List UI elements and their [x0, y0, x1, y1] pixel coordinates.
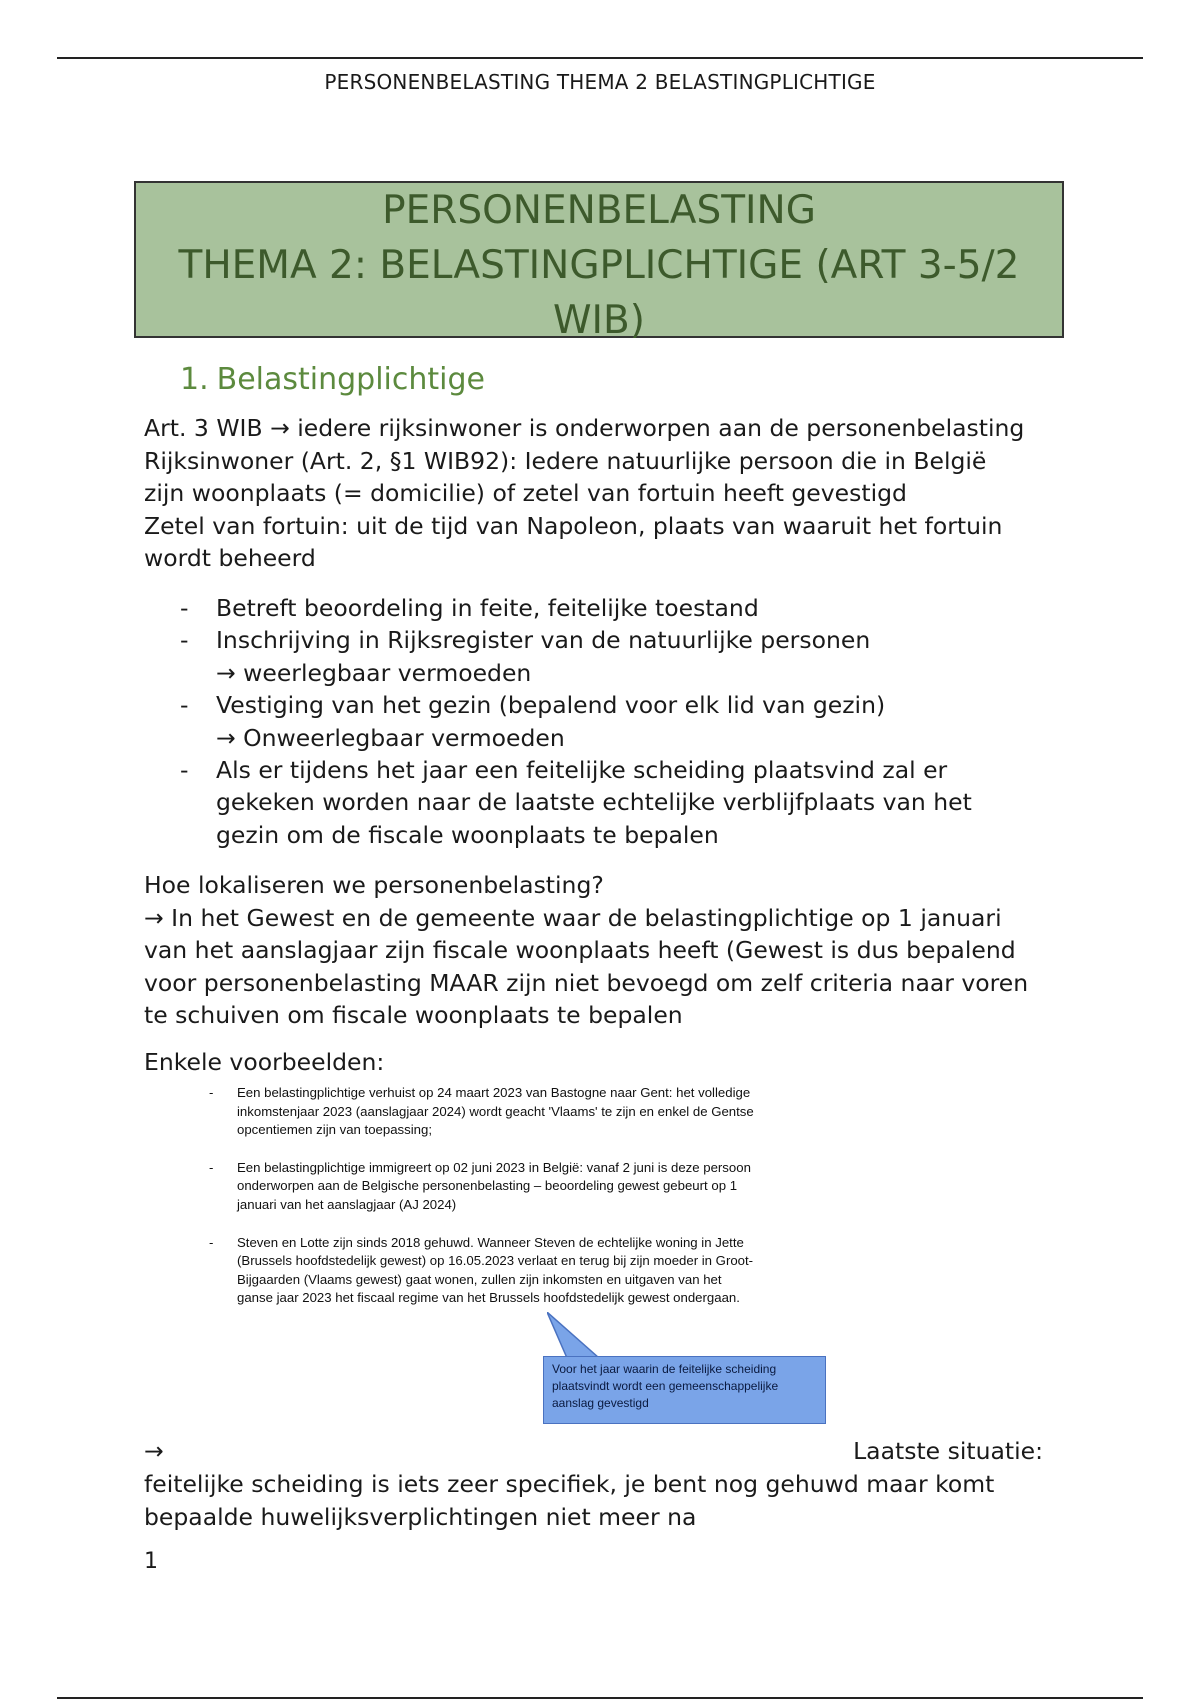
title-line-1: PERSONENBELASTING	[382, 188, 816, 233]
text-line: voor personenbelasting MAAR zijn niet bevoegd om zelf criteria naar voren	[144, 968, 1029, 997]
example-line: Een belastingplichtige verhuist op 24 maart 2023 van Bastogne naar Gent: het volledige	[237, 1085, 751, 1100]
callout-line: plaatsvindt wordt een gemeenschappelijke	[552, 1379, 779, 1393]
example-line: Een belastingplichtige immigreert op 02 juni 2023 in België: vanaf 2 juni is deze persoon	[237, 1159, 751, 1175]
example-line: onderworpen aan de Belgische personenbelasting – beoordeling gewest gebeurt op 1	[237, 1178, 738, 1194]
text-line: wordt beheerd	[144, 544, 316, 573]
bullet-dash: -	[180, 594, 189, 622]
text-line: feitelijke scheiding is iets zeer specifiek, je bent nog gehuwd maar komt	[144, 1470, 995, 1498]
bullet-item	[180, 689, 1060, 754]
bullet-dash: -	[180, 626, 189, 655]
callout-tail	[547, 1312, 607, 1360]
header-rule	[57, 57, 1143, 59]
example-line: januari van het aanslagjaar (AJ 2024)	[237, 1196, 457, 1212]
text-line: → In het Gewest en de gemeente waar de belastingplichtige op 1 januari	[144, 903, 1002, 932]
example-item	[209, 1084, 849, 1140]
example-dash: -	[209, 1159, 214, 1175]
bullet-list	[180, 592, 1060, 851]
bullet-item	[180, 624, 1060, 689]
bullet-line: → Onweerlegbaar vermoeden	[216, 723, 565, 752]
text-line: zijn woonplaats (= domicilie) of zetel van fortuin heeft gevestigd	[144, 479, 907, 508]
example-dash: -	[209, 1234, 214, 1250]
comment-callout	[543, 1356, 826, 1424]
callout-line: aanslag gevestigd	[552, 1396, 649, 1410]
example-line: inkomstenjaar 2023 (aanslagjaar 2024) wordt geacht 'Vlaams' te zijn en enkel de Gentse	[237, 1103, 754, 1119]
bullet-dash: -	[180, 756, 189, 785]
example-line: (Brussels hoofdstedelijk gewest) op 16.05.2023 verlaat en terug bij zijn moeder in Groot-	[237, 1253, 754, 1269]
examples-image	[195, 1084, 855, 1424]
text-line: Rijksinwoner (Art. 2, §1 WIB92): Iedere natuurlijke persoon die in België	[144, 446, 987, 475]
closing-arrow: →	[144, 1437, 164, 1465]
bullet-dash: -	[180, 691, 189, 720]
text-line: van het aanslagjaar zijn fiscale woonplaats heeft (Gewest is dus bepalend	[144, 936, 1016, 965]
example-dash: -	[209, 1085, 214, 1100]
example-line: ganse jaar 2023 het fiscaal regime van het Brussels hoofdstedelijk gewest ondergaan.	[237, 1290, 740, 1306]
intro-paragraph	[144, 412, 1084, 575]
example-item	[209, 1234, 849, 1308]
bullet-item	[180, 592, 1060, 624]
title-line-2: THEMA 2: BELASTINGPLICHTIGE (ART 3-5/2	[178, 243, 1020, 288]
section-heading	[180, 362, 485, 397]
bullet-line: Vestiging van het gezin (bepalend voor elk lid van gezin)	[216, 691, 886, 720]
page-number: 1	[144, 1549, 158, 1574]
bullet-line: Inschrijving in Rijksregister van de natuurlijke personen	[216, 626, 871, 655]
section-number: 1.	[180, 362, 209, 397]
footer-rule	[57, 1697, 1143, 1699]
text-line: Zetel van fortuin: uit de tijd van Napoleon, plaats van waaruit het fortuin	[144, 511, 1003, 540]
example-line: Steven en Lotte zijn sinds 2018 gehuwd. Wanneer Steven de echtelijke woning in Jette	[237, 1234, 744, 1250]
bullet-line: Betreft beoordeling in feite, feitelijke toestand	[216, 594, 759, 622]
example-line: Bijgaarden (Vlaams gewest) gaat wonen, zullen zijn inkomsten en uitgaven van het	[237, 1271, 722, 1287]
bullet-line: gekeken worden naar de laatste echtelijke verblijfplaats van het	[216, 788, 972, 817]
closing-paragraph	[144, 1468, 1084, 1533]
closing-label: Laatste situatie:	[853, 1437, 1043, 1465]
example-list	[209, 1084, 849, 1327]
example-item	[209, 1159, 849, 1215]
bullet-line: → weerlegbaar vermoeden	[216, 658, 532, 687]
callout-line: Voor het jaar waarin de feitelijke scheiding	[552, 1362, 777, 1376]
text-line: Hoe lokaliseren we personenbelasting?	[144, 871, 604, 899]
title-box	[134, 181, 1064, 343]
examples-intro: Enkele voorbeelden:	[144, 1048, 385, 1076]
running-header: PERSONENBELASTING THEMA 2 BELASTINGPLICHTIGE	[324, 70, 876, 94]
text-line: bepaalde huwelijksverplichtingen niet meer na	[144, 1502, 697, 1531]
bullet-item	[180, 754, 1060, 851]
text-line: te schuiven om fiscale woonplaats te bepalen	[144, 1001, 683, 1030]
localisation-paragraph	[144, 869, 1084, 1032]
example-line: opcentiemen zijn van toepassing;	[237, 1122, 433, 1138]
bullet-line: Als er tijdens het jaar een feitelijke scheiding plaatsvind zal er	[216, 756, 948, 785]
title-line-3: WIB)	[552, 298, 646, 343]
section-title: Belastingplichtige	[216, 362, 485, 397]
text-line: Art. 3 WIB → iedere rijksinwoner is onderworpen aan de personenbelasting	[144, 414, 1025, 442]
bullet-line: gezin om de fiscale woonplaats te bepalen	[216, 820, 719, 849]
